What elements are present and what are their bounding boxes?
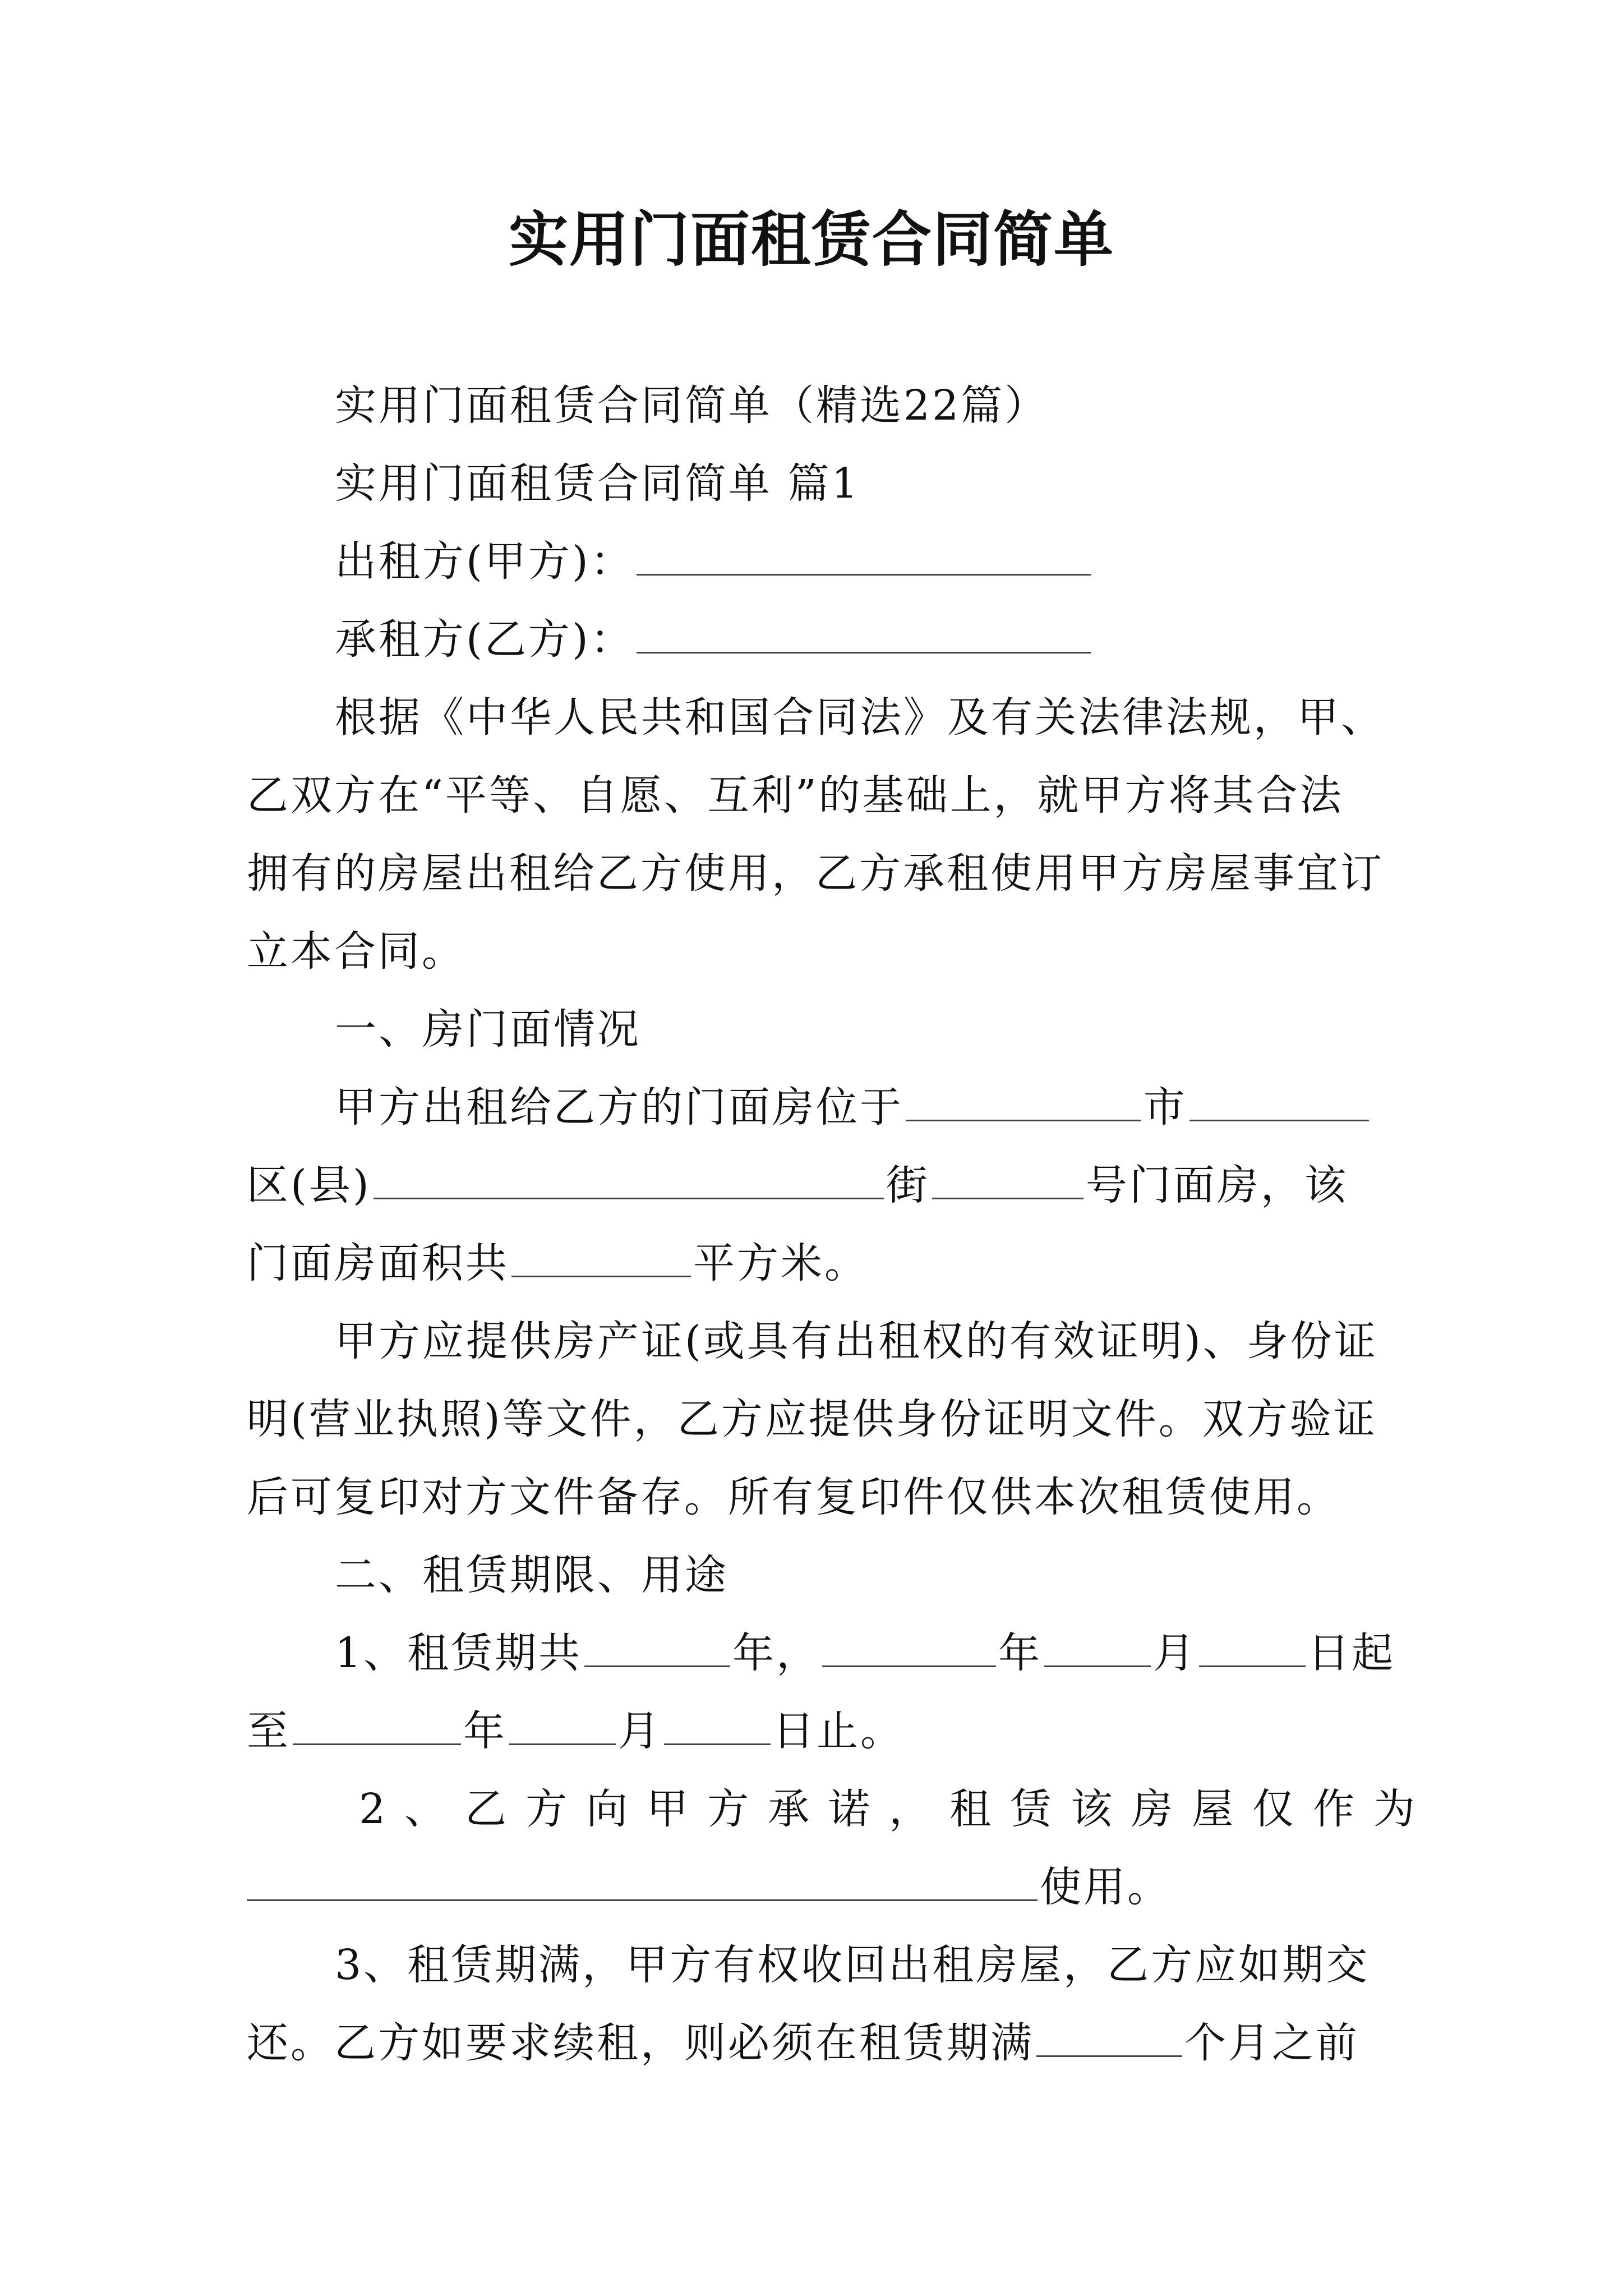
district-label: 区(县)	[247, 1161, 371, 1209]
location-line-2	[247, 1154, 1348, 1216]
start-year-label: 年	[998, 1629, 1043, 1677]
start-month-label: 月	[1153, 1629, 1197, 1677]
renewal-line-1: 3、租赁期满，甲方有权收回出租房屋，乙方应如期交	[335, 1941, 1370, 1989]
documents-line-1: 甲方应提供房产证(或具有出租权的有效证明)、身份证	[335, 1317, 1378, 1365]
area-prefix: 门面房面积共	[247, 1239, 509, 1287]
usage-blank	[247, 1862, 1038, 1901]
usage-line-2	[247, 1856, 1171, 1918]
area-unit: 平方米。	[693, 1239, 868, 1287]
document-subtitle: 实用门面租赁合同简单（精选22篇）	[335, 381, 1049, 430]
location-line-3	[247, 1232, 868, 1294]
heading-two: 二、租赁期限、用途	[335, 1551, 728, 1599]
lessor-label: 出租方(甲方)：	[335, 537, 634, 586]
start-month-blank	[1044, 1628, 1151, 1667]
street-blank	[374, 1161, 884, 1199]
term-line-1	[335, 1622, 1395, 1684]
start-day-label: 日起	[1308, 1629, 1396, 1677]
lessee-blank	[637, 615, 1091, 654]
lessee-label: 承租方(乙方)：	[335, 615, 634, 664]
end-year-label: 年	[463, 1707, 507, 1755]
end-day-label: 日止。	[773, 1707, 904, 1755]
usage-line-1: 2、乙方向甲方承诺，租赁该房屋仅作为	[359, 1785, 1435, 1833]
renewal-months-blank	[1036, 2018, 1182, 2057]
district-blank	[1189, 1083, 1369, 1121]
lessee-line	[335, 609, 1093, 670]
term-years-blank	[584, 1628, 730, 1667]
heading-one: 一、房门面情况	[335, 1005, 641, 1053]
usage-suffix: 使用。	[1040, 1863, 1171, 1911]
number-blank	[932, 1161, 1083, 1199]
term-year-comma: 年，	[732, 1629, 820, 1677]
preamble-line-4: 立本合同。	[247, 927, 465, 976]
renewal-line-2	[247, 2012, 1359, 2074]
end-month-blank	[509, 1706, 616, 1745]
preamble-line-2: 乙双方在“平等、自愿、互利”的基础上，就甲方将其合法	[247, 771, 1344, 820]
start-day-blank	[1199, 1628, 1306, 1667]
renewal-prefix: 还。乙方如要求续租，则必须在租赁期满	[247, 2019, 1034, 2067]
renewal-suffix: 个月之前	[1184, 2019, 1359, 2067]
location-intro: 甲方出租给乙方的门面房位于	[335, 1083, 903, 1131]
preamble-line-3: 拥有的房屋出租给乙方使用，乙方承租使用甲方房屋事宜订	[247, 849, 1384, 898]
city-blank	[906, 1083, 1141, 1121]
end-day-blank	[664, 1706, 771, 1745]
documents-line-3: 后可复印对方文件备存。所有复印件仅供本次租赁使用。	[247, 1473, 1340, 1521]
street-label: 街	[886, 1161, 930, 1209]
number-label: 号门面房，该	[1085, 1161, 1348, 1209]
end-month-label: 月	[618, 1707, 662, 1755]
documents-line-2: 明(营业执照)等文件，乙方应提供身份证明文件。双方验证	[247, 1395, 1377, 1443]
document-title: 实用门面租赁合同简单	[509, 204, 1114, 274]
term-to: 至	[247, 1707, 291, 1755]
location-line-1	[335, 1076, 1371, 1138]
end-year-blank	[293, 1706, 461, 1745]
section-title: 实用门面租赁合同简单 篇1	[335, 459, 860, 508]
term-prefix: 1、租赁期共	[335, 1629, 583, 1677]
start-year-blank	[822, 1628, 996, 1667]
area-blank	[511, 1239, 691, 1277]
city-label: 市	[1144, 1083, 1187, 1131]
term-line-2	[247, 1700, 904, 1762]
preamble-line-1: 根据《中华人民共和国合同法》及有关法律法规，甲、	[335, 693, 1385, 742]
lessor-line	[335, 531, 1093, 592]
lessor-blank	[637, 537, 1091, 576]
